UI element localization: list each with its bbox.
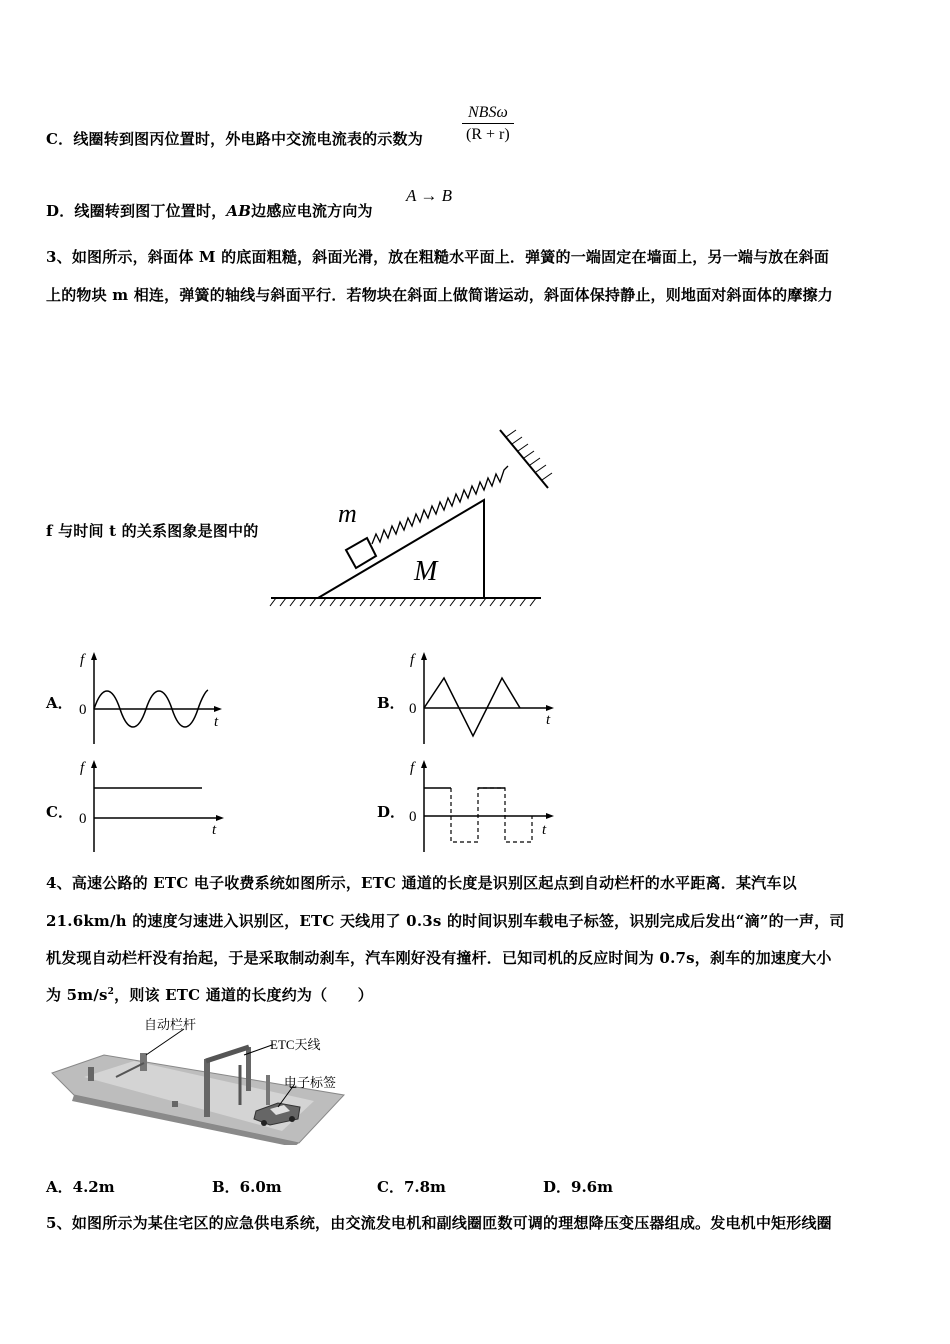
graph-c-f: f xyxy=(80,760,85,776)
option-c-text: C．线圈转到图丙位置时，外电路中交流电流表的示数为 xyxy=(46,130,423,148)
graph-d-origin: 0 xyxy=(409,809,417,825)
figure-label-m: m xyxy=(338,499,357,528)
option-d-prefix: D．线圈转到图丁位置时， xyxy=(46,202,227,220)
graph-d-f: f xyxy=(410,760,415,776)
figure-label-M: M xyxy=(414,556,438,587)
fraction-numerator: NBSω xyxy=(462,104,514,124)
graph-c xyxy=(76,758,236,858)
graph-b-t: t xyxy=(546,712,551,728)
q3-line3: f 与时间 t 的关系图象是图中的 xyxy=(46,522,259,540)
q3-line1: 3、如图所示，斜面体 M 的底面粗糙，斜面光滑，放在粗糙水平面上．弹簧的一端固定在墙面上，另一端与放在斜面 xyxy=(46,248,830,266)
fraction-denominator: (R + r) xyxy=(466,126,510,143)
option-d-suffix: 边感应电流方向为 xyxy=(251,202,373,220)
etc-label-antenna: ETC天线 xyxy=(270,1037,321,1052)
incline-figure xyxy=(266,416,566,616)
q5-line1: 5、如图所示为某住宅区的应急供电系统，由交流发电机和副线圈匝数可调的理想降压变压器组成。发电机中矩形线圈 xyxy=(46,1214,832,1232)
graph-b xyxy=(406,650,566,750)
option-c-graph-label: C． xyxy=(46,803,73,821)
graph-a-t: t xyxy=(214,714,219,730)
q4-answer-d: D．9.6m xyxy=(543,1178,613,1196)
q4-line4-b: ，则该 ETC 通道的长度约为（ ） xyxy=(114,986,373,1004)
option-a-label: A． xyxy=(46,694,73,712)
graph-a-origin: 0 xyxy=(79,702,87,718)
q4-answer-b: B．6.0m xyxy=(212,1178,282,1196)
graph-a xyxy=(76,650,226,750)
current-direction: A → B xyxy=(406,186,452,205)
q4-line1: 4、高速公路的 ETC 电子收费系统如图所示，ETC 通道的长度是识别区起点到自动栏杆的水平距离．某汽车以 xyxy=(46,874,797,892)
graph-c-t: t xyxy=(212,822,217,838)
graph-d xyxy=(406,758,566,858)
q4-line4-sup: 2 xyxy=(107,987,115,997)
etc-label-barrier: 自动栏杆 xyxy=(144,1017,197,1032)
q4-line3: 机发现自动栏杆没有抬起，于是采取制动刹车，汽车刚好没有撞杆．已知司机的反应时间为 0.7s，刹车的加速度大小 xyxy=(46,949,832,967)
graph-b-f: f xyxy=(410,652,415,668)
q4-answer-a: A．4.2m xyxy=(46,1178,115,1196)
option-d-text xyxy=(46,200,373,221)
q4-line2: 21.6km/h 的速度匀速进入识别区，ETC 天线用了 0.3s 的时间识别车载电子标签，识别完成后发出“滴”的一声，司 xyxy=(46,912,845,930)
graph-d-t: t xyxy=(542,822,547,838)
q4-line4 xyxy=(46,984,373,1005)
etc-figure xyxy=(44,1015,364,1145)
q4-line4-a: 为 5m/s xyxy=(46,986,108,1004)
graph-a-f: f xyxy=(80,652,85,668)
option-d-graph-label: D． xyxy=(377,803,406,821)
graph-b-origin: 0 xyxy=(409,701,417,717)
option-b-label: B． xyxy=(377,694,405,712)
etc-label-tag: 电子标签 xyxy=(284,1075,337,1090)
q3-line2: 上的物块 m 相连，弹簧的轴线与斜面平行．若物块在斜面上做简谐运动，斜面体保持静止，则地面对斜面体的摩擦力 xyxy=(46,286,833,304)
q4-answer-c: C．7.8m xyxy=(377,1178,446,1196)
graph-c-origin: 0 xyxy=(79,811,87,827)
current-fraction xyxy=(462,104,514,144)
option-d-ab: AB xyxy=(226,202,252,220)
